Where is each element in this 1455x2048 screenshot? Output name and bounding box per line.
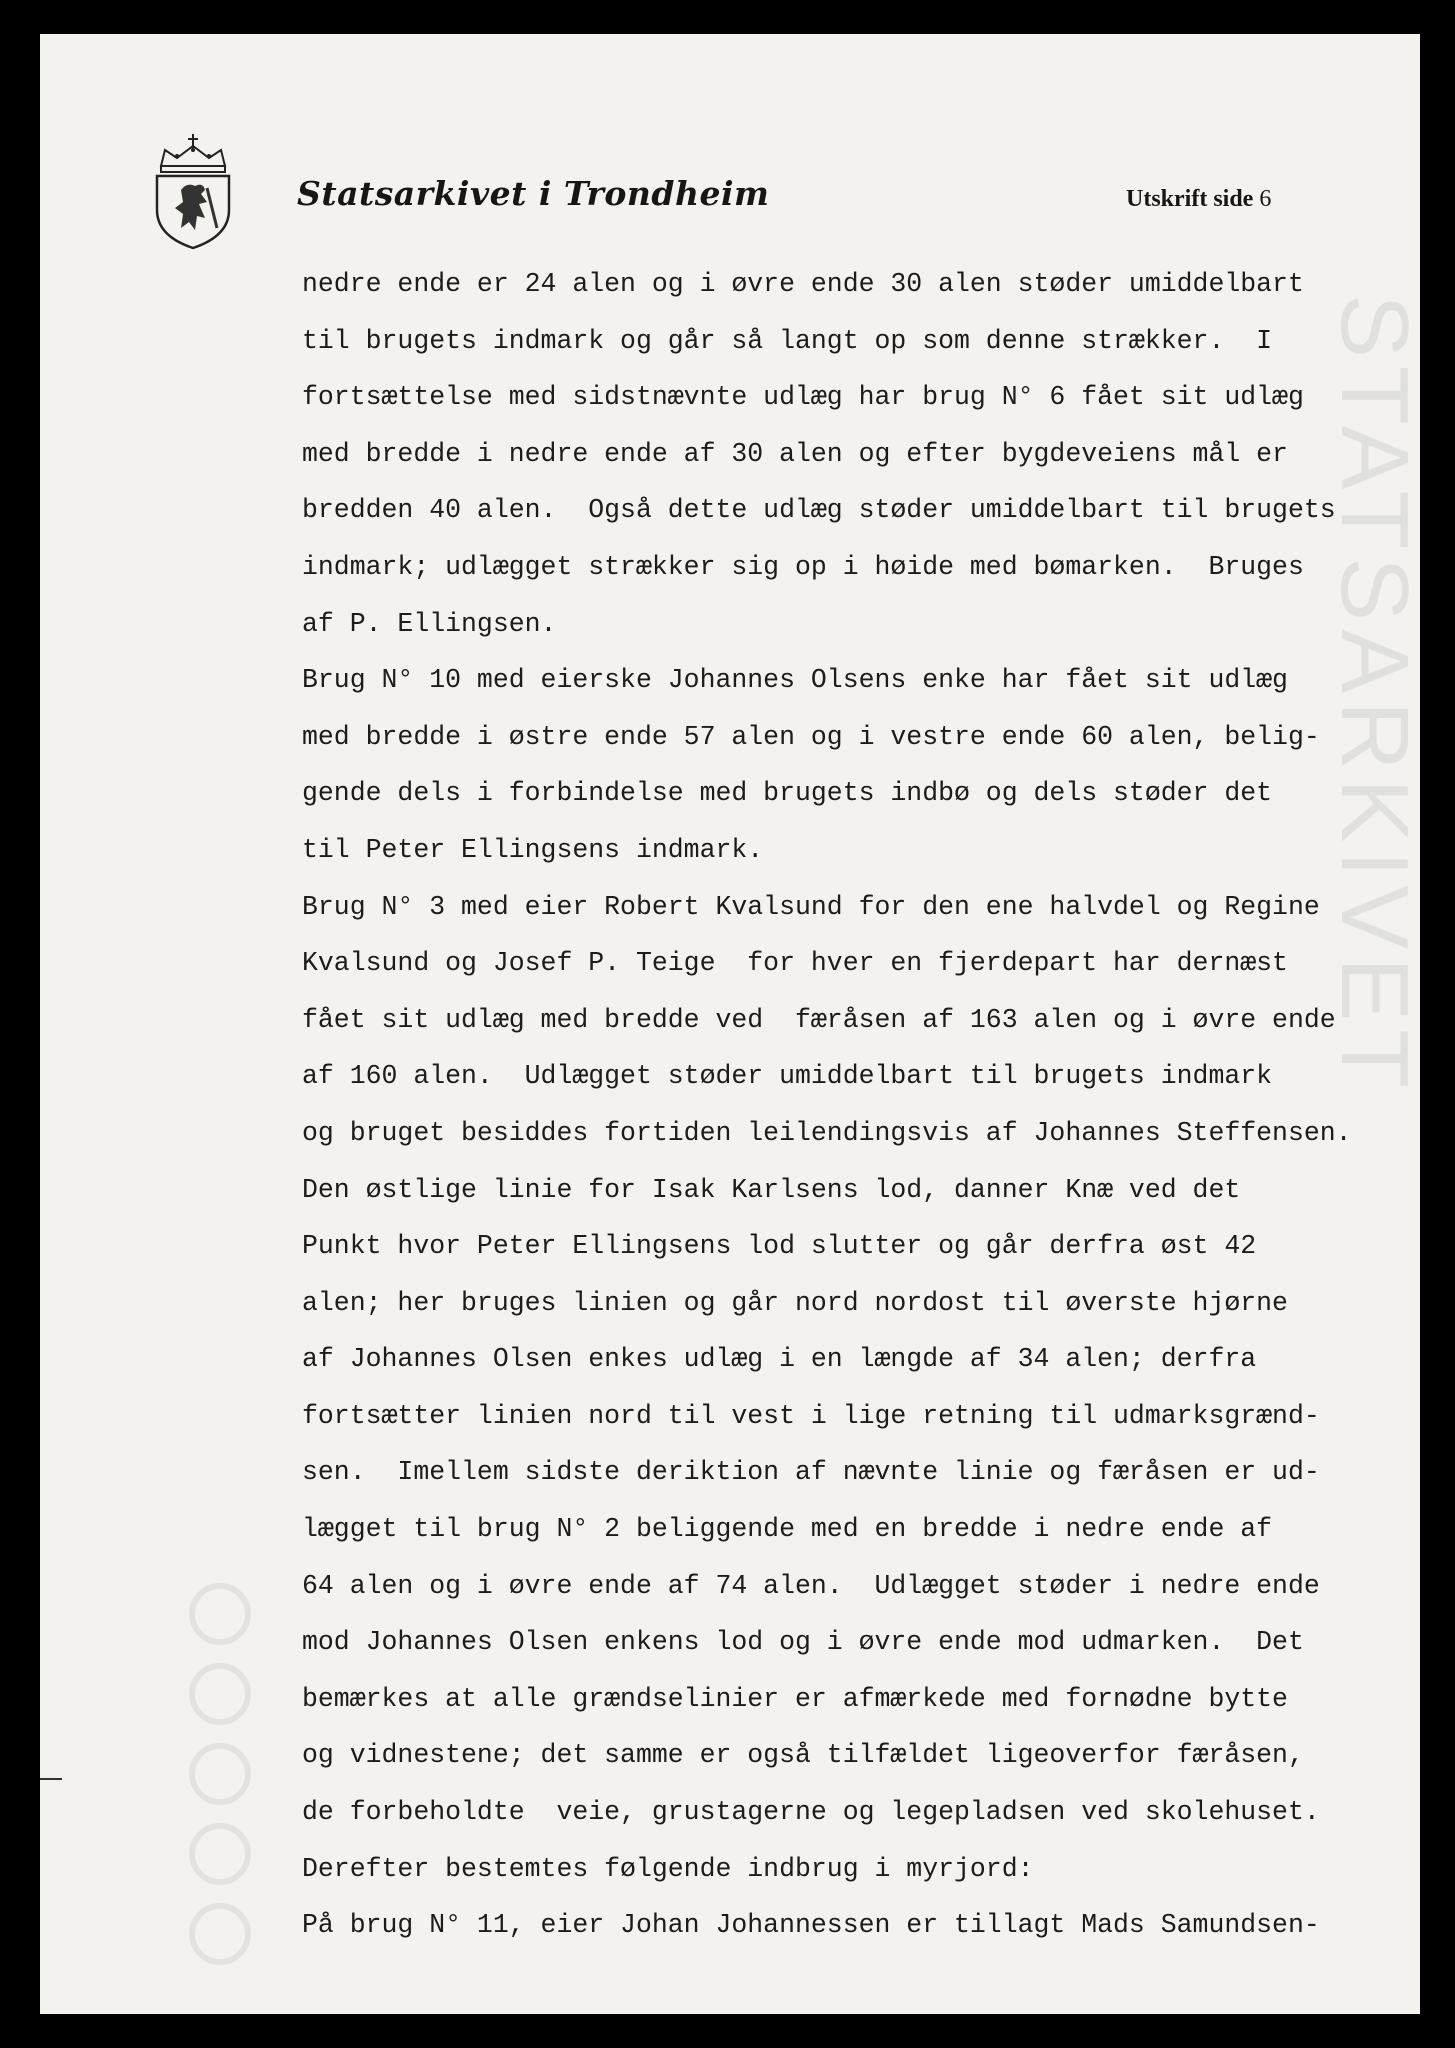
- text-line: alen; her bruges linien og går nord nordost til øverste hjørne: [302, 1287, 1288, 1318]
- svg-text:STATSARKIVET: STATSARKIVET: [1321, 294, 1422, 1096]
- text-line: Brug N° 3 med eier Robert Kvalsund for den ene halvdel og Regine: [302, 891, 1320, 922]
- text-line: gende dels i forbindelse med brugets indbø og dels støder det: [302, 778, 1273, 809]
- page-label: [1126, 186, 1271, 213]
- text-line: 64 alen og i øvre ende af 74 alen. Udlægget støder i nedre ende: [302, 1570, 1320, 1601]
- typed-text-body: [302, 256, 1442, 1954]
- text-line: af Johannes Olsen enkes udlæg i en længde af 34 alen; derfra: [302, 1344, 1257, 1375]
- text-line: bemærkes at alle grændselinier er afmærkede med fornødne bytte: [302, 1683, 1288, 1714]
- text-line: lægget til brug N° 2 beliggende med en bredde i nedre ende af: [302, 1514, 1273, 1545]
- document-page: [40, 34, 1420, 2014]
- archive-title: Statsarkivet i Trondheim: [297, 174, 770, 213]
- watermark-circles: [180, 1574, 260, 1994]
- text-line: af P. Ellingsen.: [302, 608, 557, 639]
- text-line: nedre ende er 24 alen og i øvre ende 30 alen støder umiddelbart: [302, 269, 1304, 299]
- text-line: Punkt hvor Peter Ellingsens lod slutter og går derfra øst 42: [302, 1231, 1257, 1262]
- text-line: og bruget besiddes fortiden leilendingsvis af Johannes Steffensen.: [302, 1117, 1352, 1148]
- text-line: fået sit udlæg med bredde ved færåsen af 163 alen og i øvre ende: [302, 1004, 1336, 1035]
- text-line: af 160 alen. Udlægget støder umiddelbart til brugets indmark: [302, 1061, 1273, 1092]
- text-line: til Peter Ellingsens indmark.: [302, 834, 764, 865]
- text-line: mod Johannes Olsen enkens lod og i øvre ende mod udmarken. Det: [302, 1627, 1304, 1658]
- text-line: fortsætter linien nord til vest i lige retning til udmarksgrænd-: [302, 1400, 1320, 1431]
- margin-tick: [40, 1778, 62, 1780]
- text-line: med bredde i nedre ende af 30 alen og efter bygdeveiens mål er: [302, 438, 1288, 469]
- text-line: Den østlige linie for Isak Karlsens lod, danner Knæ ved det: [302, 1174, 1241, 1205]
- text-line: de forbeholdte veie, grustagerne og legepladsen ved skolehuset.: [302, 1797, 1320, 1828]
- text-line: bredden 40 alen. Også dette udlæg støder umiddelbart til brugets: [302, 495, 1336, 526]
- text-line: indmark; udlægget strækker sig op i høide med bømarken. Bruges: [302, 551, 1304, 582]
- text-line: fortsættelse med sidstnævnte udlæg har brug N° 6 fået sit udlæg: [302, 382, 1304, 413]
- page-number: 6: [1259, 186, 1272, 212]
- text-line: Kvalsund og Josef P. Teige for hver en fjerdepart har dernæst: [302, 948, 1288, 979]
- page-label-text: Utskrift side: [1126, 186, 1254, 212]
- coat-of-arms-logo: [147, 132, 239, 250]
- text-line: med bredde i østre ende 57 alen og i vestre ende 60 alen, belig-: [302, 721, 1320, 752]
- text-line: Derefter bestemtes følgende indbrug i myrjord:: [302, 1853, 1034, 1884]
- text-line: og vidnestene; det samme er også tilfældet ligeoverfor færåsen,: [302, 1740, 1304, 1771]
- text-line: På brug N° 11, eier Johan Johannessen er tillagt Mads Samundsen-: [302, 1910, 1320, 1941]
- text-line: sen. Imellem sidste deriktion af nævnte linie og færåsen er ud-: [302, 1457, 1320, 1488]
- text-line: til brugets indmark og går så langt op som denne strækker. I: [302, 325, 1273, 356]
- text-line: Brug N° 10 med eierske Johannes Olsens enke har fået sit udlæg: [302, 665, 1288, 696]
